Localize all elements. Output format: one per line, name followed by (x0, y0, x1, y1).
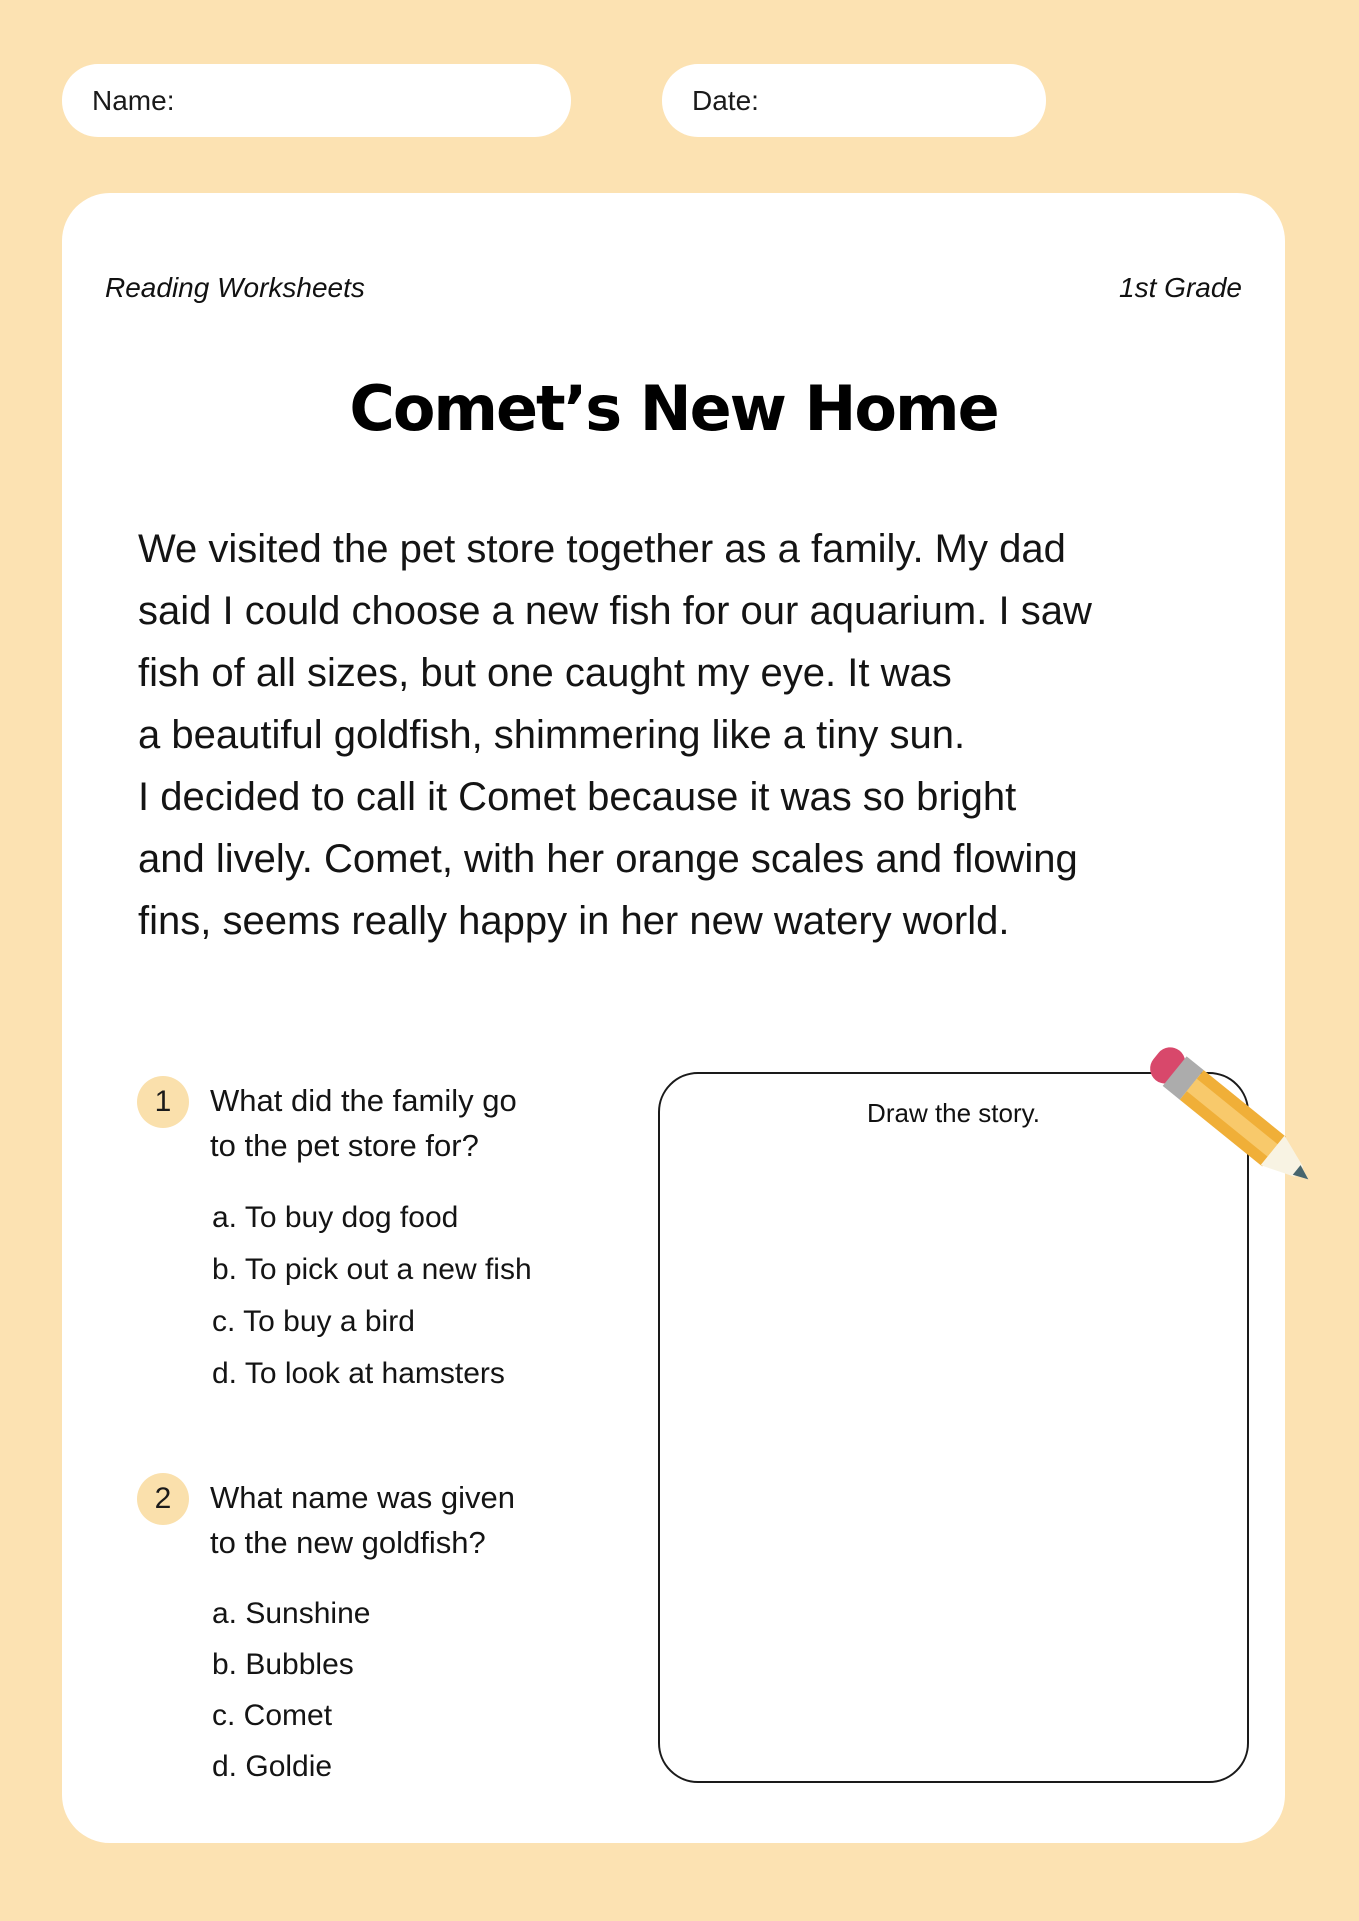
story-line: and lively. Comet, with her orange scales and flowing (138, 837, 1078, 881)
question-2-options (212, 1588, 672, 1792)
question-2-option-c[interactable]: c. Comet (212, 1699, 333, 1732)
question-1-option-b[interactable]: b. To pick out a new fish (212, 1253, 532, 1286)
story-line: fish of all sizes, but one caught my eye. It was (138, 651, 952, 695)
question-2-prompt (210, 1475, 660, 1565)
worksheet-title: Comet’s New Home (349, 372, 998, 445)
story-line: said I could choose a new fish for our aquarium. I saw (138, 589, 1092, 633)
date-field[interactable] (662, 64, 1046, 137)
question-1-prompt (210, 1078, 660, 1168)
question-2-option-a[interactable]: a. Sunshine (212, 1597, 371, 1630)
question-1-number-badge (137, 1076, 189, 1128)
question-1-options (212, 1192, 672, 1400)
question-2-option-b[interactable]: b. Bubbles (212, 1648, 354, 1681)
name-field-label: Name: (92, 84, 175, 116)
drawing-area-caption: Draw the story. (867, 1098, 1040, 1128)
question-2-prompt-line: What name was given (210, 1480, 515, 1515)
question-1-number: 1 (154, 1085, 172, 1118)
question-1-option-a[interactable]: a. To buy dog food (212, 1201, 459, 1234)
question-2-number-badge (137, 1473, 189, 1525)
question-2-prompt-line: to the new goldfish? (210, 1525, 486, 1560)
question-1-prompt-line: What did the family go (210, 1083, 517, 1118)
question-2-option-d[interactable]: d. Goldie (212, 1750, 333, 1783)
date-field-label: Date: (692, 84, 759, 116)
name-field[interactable] (62, 64, 571, 137)
question-1-option-d[interactable]: d. To look at hamsters (212, 1357, 505, 1390)
question-2-number: 2 (154, 1482, 172, 1515)
grade-level-label: 1st Grade (1119, 272, 1242, 303)
story-line: fins, seems really happy in her new watery world. (138, 899, 1010, 943)
story-paragraph (138, 518, 1248, 952)
story-line: I decided to call it Comet because it was so bright (138, 775, 1017, 819)
story-line: a beautiful goldfish, shimmering like a tiny sun. (138, 713, 966, 757)
question-1-option-c[interactable]: c. To buy a bird (212, 1305, 415, 1338)
story-line: We visited the pet store together as a family. My dad (138, 527, 1066, 571)
question-1-prompt-line: to the pet store for? (210, 1128, 479, 1163)
worksheet-type-label: Reading Worksheets (105, 272, 365, 303)
pencil-icon (1132, 1018, 1332, 1193)
